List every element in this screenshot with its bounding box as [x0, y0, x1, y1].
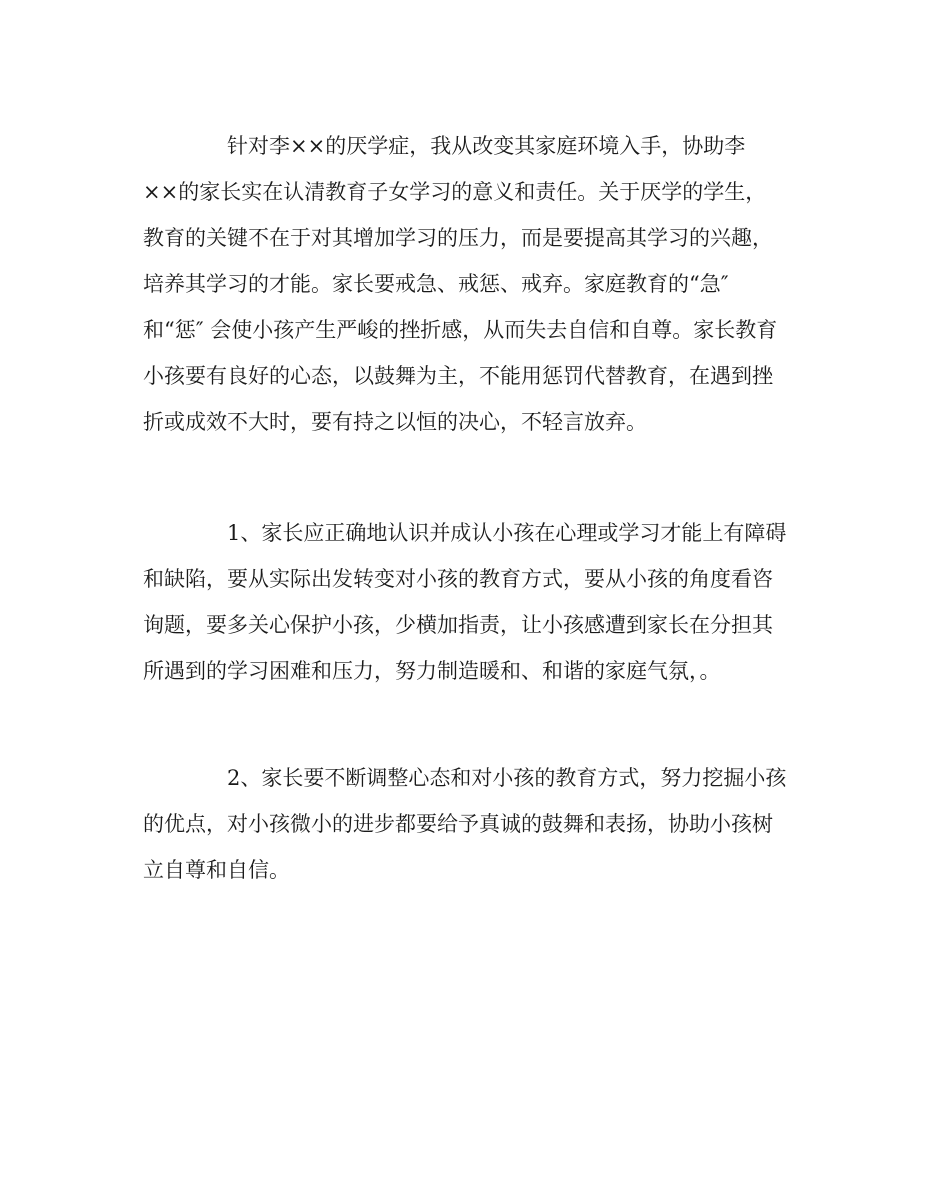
paragraph-line: 折或成效不大时，要有持之以恒的决心，不轻言放弃。 — [143, 410, 647, 434]
paragraph-1 — [143, 123, 813, 445]
paragraph-line: 1、家长应正确地认识并成认小孩在心理或学习才能上有障碍 — [227, 521, 787, 545]
paragraph-3 — [143, 755, 813, 893]
paragraph-line: 培养其学习的才能。家长要戒急、戒惩、戒弃。家庭教育的“急″ — [143, 272, 729, 296]
paragraph-line: 和缺陷，要从实际出发转变对小孩的教育方式，要从小孩的角度看咨 — [143, 567, 773, 591]
paragraph-line: 和“惩″ 会使小孩产生严峻的挫折感，从而失去自信和自尊。家长教育 — [143, 318, 778, 342]
paragraph-line: 所遇到的学习困难和压力，努力制造暖和、和谐的家庭气氛，。 — [143, 659, 721, 683]
paragraph-line: 小孩要有良好的心态，以鼓舞为主，不能用惩罚代替教育，在遇到挫 — [143, 364, 773, 388]
paragraph-line: 的优点，对小孩微小的进步都要给予真诚的鼓舞和表扬，协助小孩树 — [143, 812, 773, 836]
paragraph-line: 询题，要多关心保护小孩，少横加指责，让小孩感遭到家长在分担其 — [143, 613, 773, 637]
paragraph-line: 教育的关键不在于对其增加学习的压力，而是要提高其学习的兴趣， — [143, 226, 773, 250]
paragraph-2 — [143, 510, 813, 694]
paragraph-line: 2、家长要不断调整心态和对小孩的教育方式，努力挖掘小孩 — [227, 766, 787, 790]
paragraph-line: 立自尊和自信。 — [143, 858, 290, 882]
paragraph-line: ××的家长实在认清教育子女学习的意义和责任。关于厌学的学生， — [143, 180, 767, 204]
paragraph-line: 针对李××的厌学症，我从改变其家庭环境入手，协助李 — [227, 134, 746, 158]
